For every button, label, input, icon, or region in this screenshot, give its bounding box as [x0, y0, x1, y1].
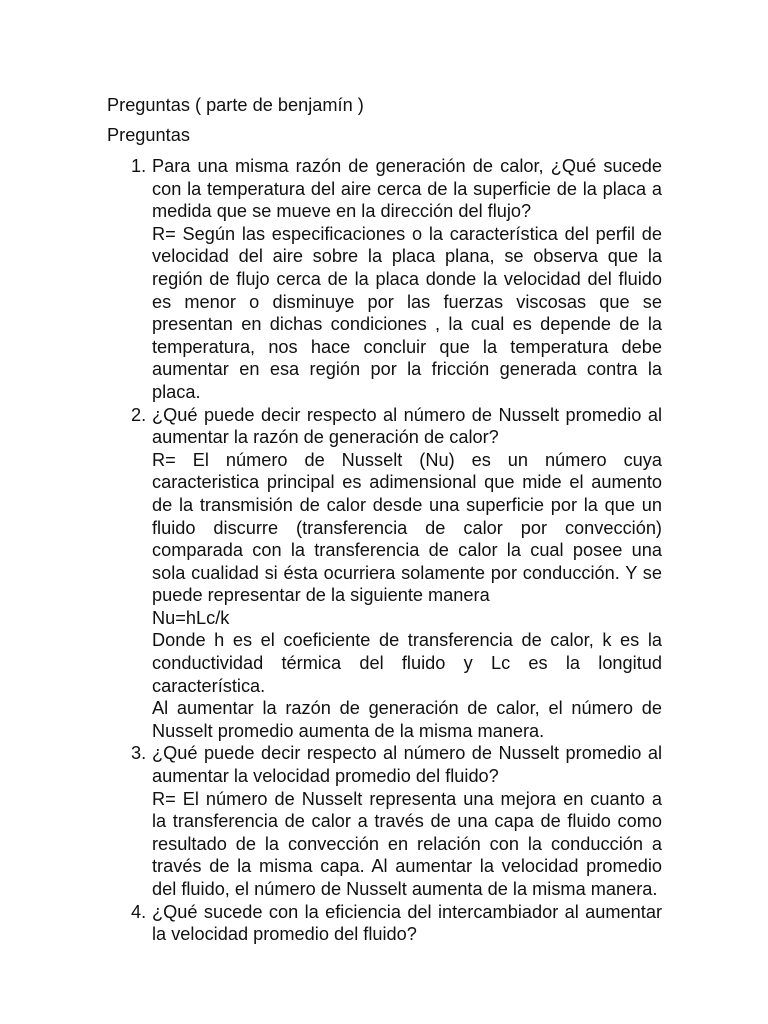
- question-text: Para una misma razón de generación de calor, ¿Qué sucede con la temperatura del aire cerca de la superficie de la placa a medida que se mueve en la dirección del flujo?: [152, 156, 662, 222]
- question-text: ¿Qué puede decir respecto al número de Nusselt promedio al aumentar la razón de generación de calor?: [152, 404, 662, 448]
- question-item-2: [107, 404, 662, 743]
- section-title: Preguntas: [107, 125, 190, 145]
- question-number: 4.: [131, 901, 147, 922]
- question-number: 3.: [131, 743, 147, 764]
- question-number: 2.: [131, 404, 147, 425]
- explanation-text: Donde h es el coeficiente de transferencia de calor, k es la conductividad térmica del fluido y Lc es la longitud característica.: [152, 630, 662, 696]
- answer-text: R= El número de Nusselt representa una mejora en cuanto a la transferencia de calor a través de una capa de fluido como resultado de la convección en relación con la conducción a través de la misma capa. Al aumentar la velocidad promedio del fluido, el número de Nusselt aumenta de la misma manera.: [152, 788, 662, 899]
- question-item-3: [107, 742, 662, 900]
- question-item-1: [107, 155, 662, 404]
- question-text: ¿Qué puede decir respecto al número de Nusselt promedio al aumentar la velocidad promedio del fluido?: [152, 743, 662, 787]
- question-number: 1.: [131, 156, 147, 176]
- question-item-4: [107, 901, 662, 946]
- question-body: [152, 404, 662, 743]
- question-body: [152, 155, 662, 404]
- question-body: [152, 742, 662, 900]
- question-list: [107, 155, 662, 946]
- question-body: [152, 901, 662, 946]
- formula-text: Nu=hLc/k: [152, 607, 230, 628]
- document-title: Preguntas ( parte de benjamín ): [107, 95, 364, 115]
- answer-text: R= El número de Nusselt (Nu) es un número cuya caracteristica principal es adimensional que mide el aumento de la transmisión de calor desde una superficie por la que un fluido discurre (transferencia de calor por convección) comparada con la transferencia de calor la cual posee una sola cualidad si ésta ocurriera solamente por conducción. Y se puede representar de la siguiente manera: [152, 449, 662, 606]
- answer-text: R= Según las especificaciones o la característica del perfil de velocidad del aire sobre la placa plana, se observa que la región de flujo cerca de la placa donde la velocidad del fluido es menor o disminuye por las fuerzas viscosas que se presentan en dichas condiciones , la cual es depende de la temperatura, nos hace concluir que la temperatura debe aumentar en esa región por la fricción generada contra la placa.: [152, 223, 662, 402]
- question-text: ¿Qué sucede con la eficiencia del intercambiador al aumentar la velocidad promedio del fluido?: [152, 901, 662, 945]
- conclusion-text: Al aumentar la razón de generación de calor, el número de Nusselt promedio aumenta de la misma manera.: [152, 698, 662, 741]
